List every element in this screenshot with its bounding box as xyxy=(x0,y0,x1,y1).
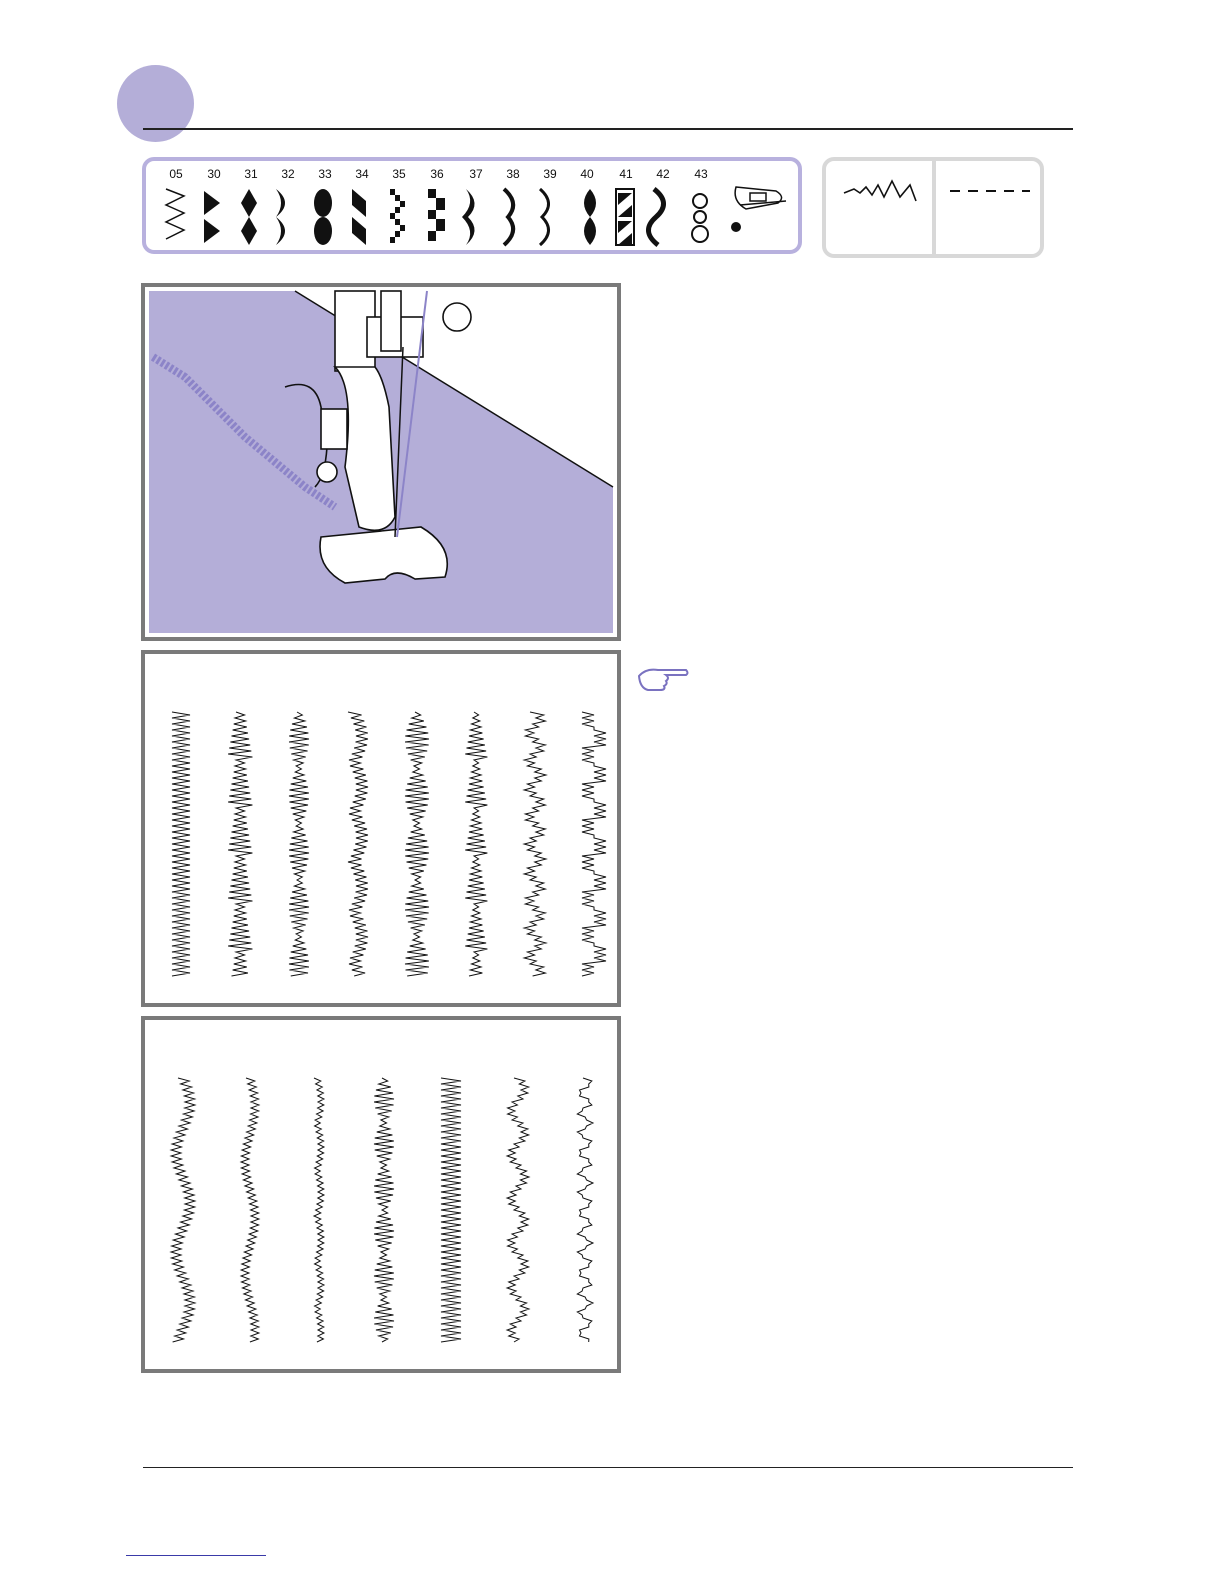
pattern-icons xyxy=(146,161,798,250)
stitch-sample xyxy=(289,712,309,976)
dashed-line-icon xyxy=(946,179,1042,209)
pattern-number: 35 xyxy=(392,167,406,181)
stitch-sample xyxy=(524,712,546,976)
stitch-sample xyxy=(582,712,606,976)
stitch-sample xyxy=(441,1078,461,1342)
stitch-samples-1 xyxy=(141,650,621,1007)
pattern-number: 30 xyxy=(207,167,221,181)
presser-foot-icon xyxy=(735,187,786,209)
stitch-sample xyxy=(465,712,487,976)
pattern-number: 34 xyxy=(355,167,369,181)
footer-rule xyxy=(143,1467,1073,1468)
pattern-number: 39 xyxy=(543,167,557,181)
stitch-sample xyxy=(405,712,429,976)
pattern-number: 37 xyxy=(469,167,483,181)
footer-link-underline xyxy=(126,1555,266,1556)
stitch-sample xyxy=(172,712,190,976)
pattern-selector-panel xyxy=(142,157,802,254)
pattern-number: 33 xyxy=(318,167,332,181)
stitch-sample xyxy=(577,1078,593,1342)
sewing-illustration xyxy=(141,283,621,641)
pattern-number: 05 xyxy=(169,167,183,181)
stitch-sample xyxy=(507,1078,529,1342)
pattern-number: 41 xyxy=(619,167,633,181)
stitch-sample xyxy=(348,712,368,976)
pattern-number: 40 xyxy=(580,167,594,181)
header-rule xyxy=(143,128,1073,130)
pattern-number: 31 xyxy=(244,167,258,181)
pattern-number: 43 xyxy=(694,167,708,181)
stitch-samples-2 xyxy=(141,1016,621,1373)
stitch-settings-panel xyxy=(822,157,1044,258)
pattern-number: 38 xyxy=(506,167,520,181)
zigzag-stitch-icon xyxy=(840,175,940,215)
stitch-sample xyxy=(241,1078,259,1342)
stitch-sample xyxy=(228,712,252,976)
stitch-sample xyxy=(374,1078,394,1342)
pattern-number: 32 xyxy=(281,167,295,181)
pointing-hand-icon xyxy=(636,664,690,694)
stitch-sample xyxy=(314,1078,324,1342)
stitch-sample xyxy=(171,1078,195,1342)
chapter-circle xyxy=(117,65,194,142)
pattern-number: 42 xyxy=(656,167,670,181)
pattern-number: 36 xyxy=(430,167,444,181)
